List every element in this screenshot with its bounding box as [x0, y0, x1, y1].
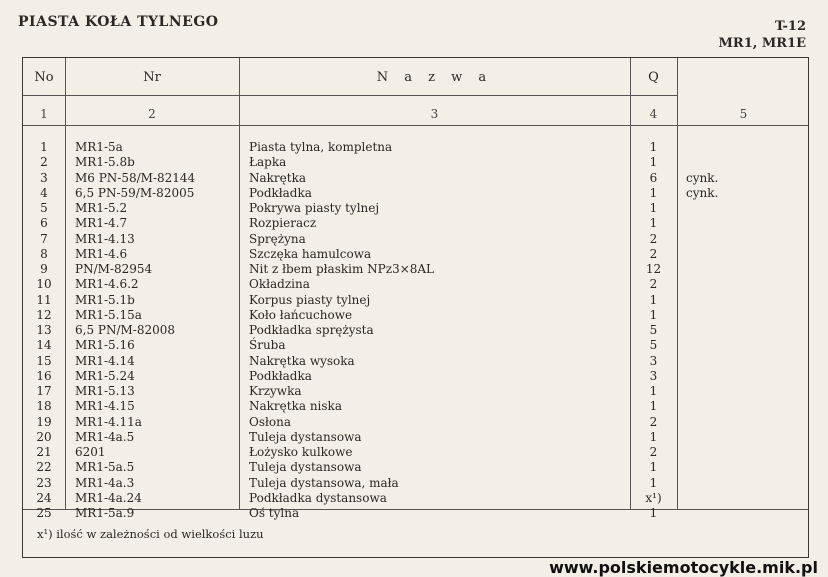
quantity: 1 [649, 155, 658, 170]
part-number: MR1-5.24 [75, 368, 135, 383]
part-name: Nit z łbem płaskim NPz3×8AL [249, 262, 435, 276]
row-number: 5 [40, 201, 48, 215]
table-row [23, 369, 808, 384]
quantity: 2 [649, 277, 658, 292]
row-number: 10 [36, 277, 52, 292]
row-number: 15 [36, 353, 52, 368]
part-name: Śruba [249, 338, 286, 353]
quantity: 3 [649, 353, 658, 368]
quantity: 2 [649, 414, 658, 429]
part-name: Nakrętka niska [249, 399, 342, 414]
part-number: MR1-5a.5 [75, 460, 135, 475]
row-number: 6 [40, 216, 48, 231]
table-row [23, 506, 808, 521]
part-name: Podkładka dystansowa [249, 490, 387, 505]
table-row [23, 140, 808, 155]
quantity: 1 [649, 216, 658, 231]
row-number: 23 [36, 475, 52, 490]
part-number: 6,5 PN/M-82008 [75, 323, 176, 337]
table-row [23, 308, 808, 323]
quantity: 1 [649, 475, 658, 490]
part-number: 6201 [75, 445, 106, 459]
part-name: Podkładka [249, 185, 312, 200]
header-name: N a z w a [376, 70, 493, 85]
row-number: 12 [36, 307, 52, 322]
footnote: x¹) ilość w zależności od wielkości luzu [37, 527, 264, 541]
table-row [23, 399, 808, 414]
table-row [23, 338, 808, 353]
part-number: PN/M-82954 [75, 262, 153, 276]
part-number: MR1-5.16 [75, 338, 135, 353]
quantity: 1 [649, 307, 658, 322]
table-row [23, 155, 808, 170]
part-number: MR1-5.1b [75, 292, 135, 307]
part-number: MR1-5.8b [75, 155, 135, 170]
quantity: 1 [649, 185, 658, 200]
part-name: Tuleja dystansowa [249, 429, 362, 444]
quantity: 1 [649, 429, 658, 444]
part-name: Nakrętka [249, 170, 307, 185]
part-number: MR1-4.14 [75, 353, 135, 368]
website-watermark: www.polskiemotocykle.mik.pl [549, 558, 818, 577]
part-name: Podkładka [249, 368, 312, 383]
table-row [23, 476, 808, 491]
part-number: MR1-4.7 [75, 216, 128, 231]
row-number: 21 [36, 445, 52, 459]
quantity: 2 [649, 445, 658, 459]
col-number-3: 3 [430, 107, 439, 121]
part-number: MR1-4a.5 [75, 429, 135, 444]
row-number: 14 [36, 338, 52, 353]
part-name: Łożysko kulkowe [249, 445, 353, 459]
quantity: 1 [649, 399, 658, 414]
table-row [23, 262, 808, 277]
row-number: 16 [36, 368, 52, 383]
table-row [23, 354, 808, 369]
header-lp: No [34, 70, 54, 85]
table-row [23, 216, 808, 231]
part-name: Rozpieracz [249, 216, 317, 231]
col-number-1: 1 [40, 107, 48, 121]
quantity: x¹) [645, 490, 662, 505]
header-q: Q [648, 70, 659, 85]
part-name: Nakrętka wysoka [249, 353, 355, 368]
row-number: 9 [40, 262, 48, 276]
part-name: Tuleja dystansowa [249, 460, 362, 475]
row-number: 19 [36, 414, 52, 429]
col-number-4: 4 [649, 107, 658, 121]
quantity: 1 [649, 384, 658, 398]
col-number-5: 5 [739, 107, 748, 121]
row-number: 7 [40, 231, 48, 246]
table-row [23, 277, 808, 292]
part-number: MR1-4.13 [75, 231, 135, 246]
table-row [23, 201, 808, 216]
note: cynk. [686, 170, 719, 185]
row-number: 11 [36, 292, 52, 307]
part-name: Tuleja dystansowa, mała [249, 475, 399, 490]
quantity: 12 [645, 262, 662, 276]
note: cynk. [686, 185, 719, 200]
part-number: MR1-4a.3 [75, 475, 135, 490]
page-title: PIASTA KOŁA TYLNEGO [18, 14, 219, 30]
part-name: Szczęka hamulcowa [249, 246, 372, 261]
table-row [23, 293, 808, 308]
part-name: Łapka [249, 155, 287, 170]
part-name: Piasta tylna, kompletna [249, 140, 393, 154]
page-code [719, 18, 806, 52]
part-name: Krzywka [249, 384, 302, 398]
col-number-2: 2 [148, 107, 156, 121]
part-number: MR1-4.11a [75, 414, 142, 429]
table-row [23, 232, 808, 247]
row-number: 24 [36, 490, 52, 505]
parts-table [22, 57, 809, 558]
table-row [23, 186, 808, 201]
part-name: Pokrywa piasty tylnej [249, 201, 380, 215]
row-number: 1 [40, 140, 48, 154]
part-number: MR1-5a [75, 140, 123, 154]
row-number: 20 [36, 429, 52, 444]
part-number: MR1-5.2 [75, 201, 128, 215]
row-number: 13 [36, 323, 52, 337]
table-row [23, 491, 808, 506]
row-number: 18 [36, 399, 52, 414]
row-number: 2 [40, 155, 48, 170]
part-number: MR1-4.15 [75, 399, 135, 414]
row-number: 22 [36, 460, 52, 475]
table-row [23, 384, 808, 399]
part-number: MR1-5.15a [75, 307, 142, 322]
row-number: 3 [40, 170, 48, 185]
quantity: 5 [649, 323, 658, 337]
row-number: 17 [36, 384, 52, 398]
quantity: 2 [649, 246, 658, 261]
quantity: 3 [649, 368, 658, 383]
quantity: 1 [649, 140, 658, 154]
table-row [23, 247, 808, 262]
part-number: 6,5 PN-59/M-82005 [75, 185, 195, 200]
part-number: MR1-5.13 [75, 384, 135, 398]
row-number: 4 [40, 185, 48, 200]
part-number: MR1-4a.24 [75, 490, 142, 505]
part-number: MR1-4.6.2 [75, 277, 139, 292]
part-number: M6 PN-58/M-82144 [75, 170, 196, 185]
quantity: 2 [649, 231, 658, 246]
part-name: Sprężyna [249, 231, 306, 246]
part-name: Okładzina [249, 277, 310, 292]
part-name: Podkładka sprężysta [249, 323, 374, 337]
quantity: 1 [649, 506, 658, 520]
row-number: 8 [40, 246, 48, 261]
table-row [23, 430, 808, 445]
table-row [23, 323, 808, 338]
table-row [23, 445, 808, 460]
part-name: Oś tylna [249, 506, 300, 520]
model-names: MR1, MR1E [718, 36, 806, 51]
quantity: 1 [649, 292, 658, 307]
part-number: MR1-4.6 [75, 246, 128, 261]
table-code: T-12 [774, 19, 806, 34]
header-nr: Nr [143, 70, 161, 85]
row-number: 25 [36, 506, 52, 520]
quantity: 5 [649, 338, 658, 353]
quantity: 1 [649, 201, 658, 215]
part-name: Korpus piasty tylnej [249, 292, 371, 307]
part-number: MR1-5a.9 [75, 506, 135, 520]
table-row [23, 460, 808, 475]
quantity: 1 [649, 460, 658, 475]
table-row [23, 171, 808, 186]
table-row [23, 415, 808, 430]
quantity: 6 [649, 170, 658, 185]
part-name: Koło łańcuchowe [249, 307, 353, 322]
part-name: Osłona [249, 414, 291, 429]
